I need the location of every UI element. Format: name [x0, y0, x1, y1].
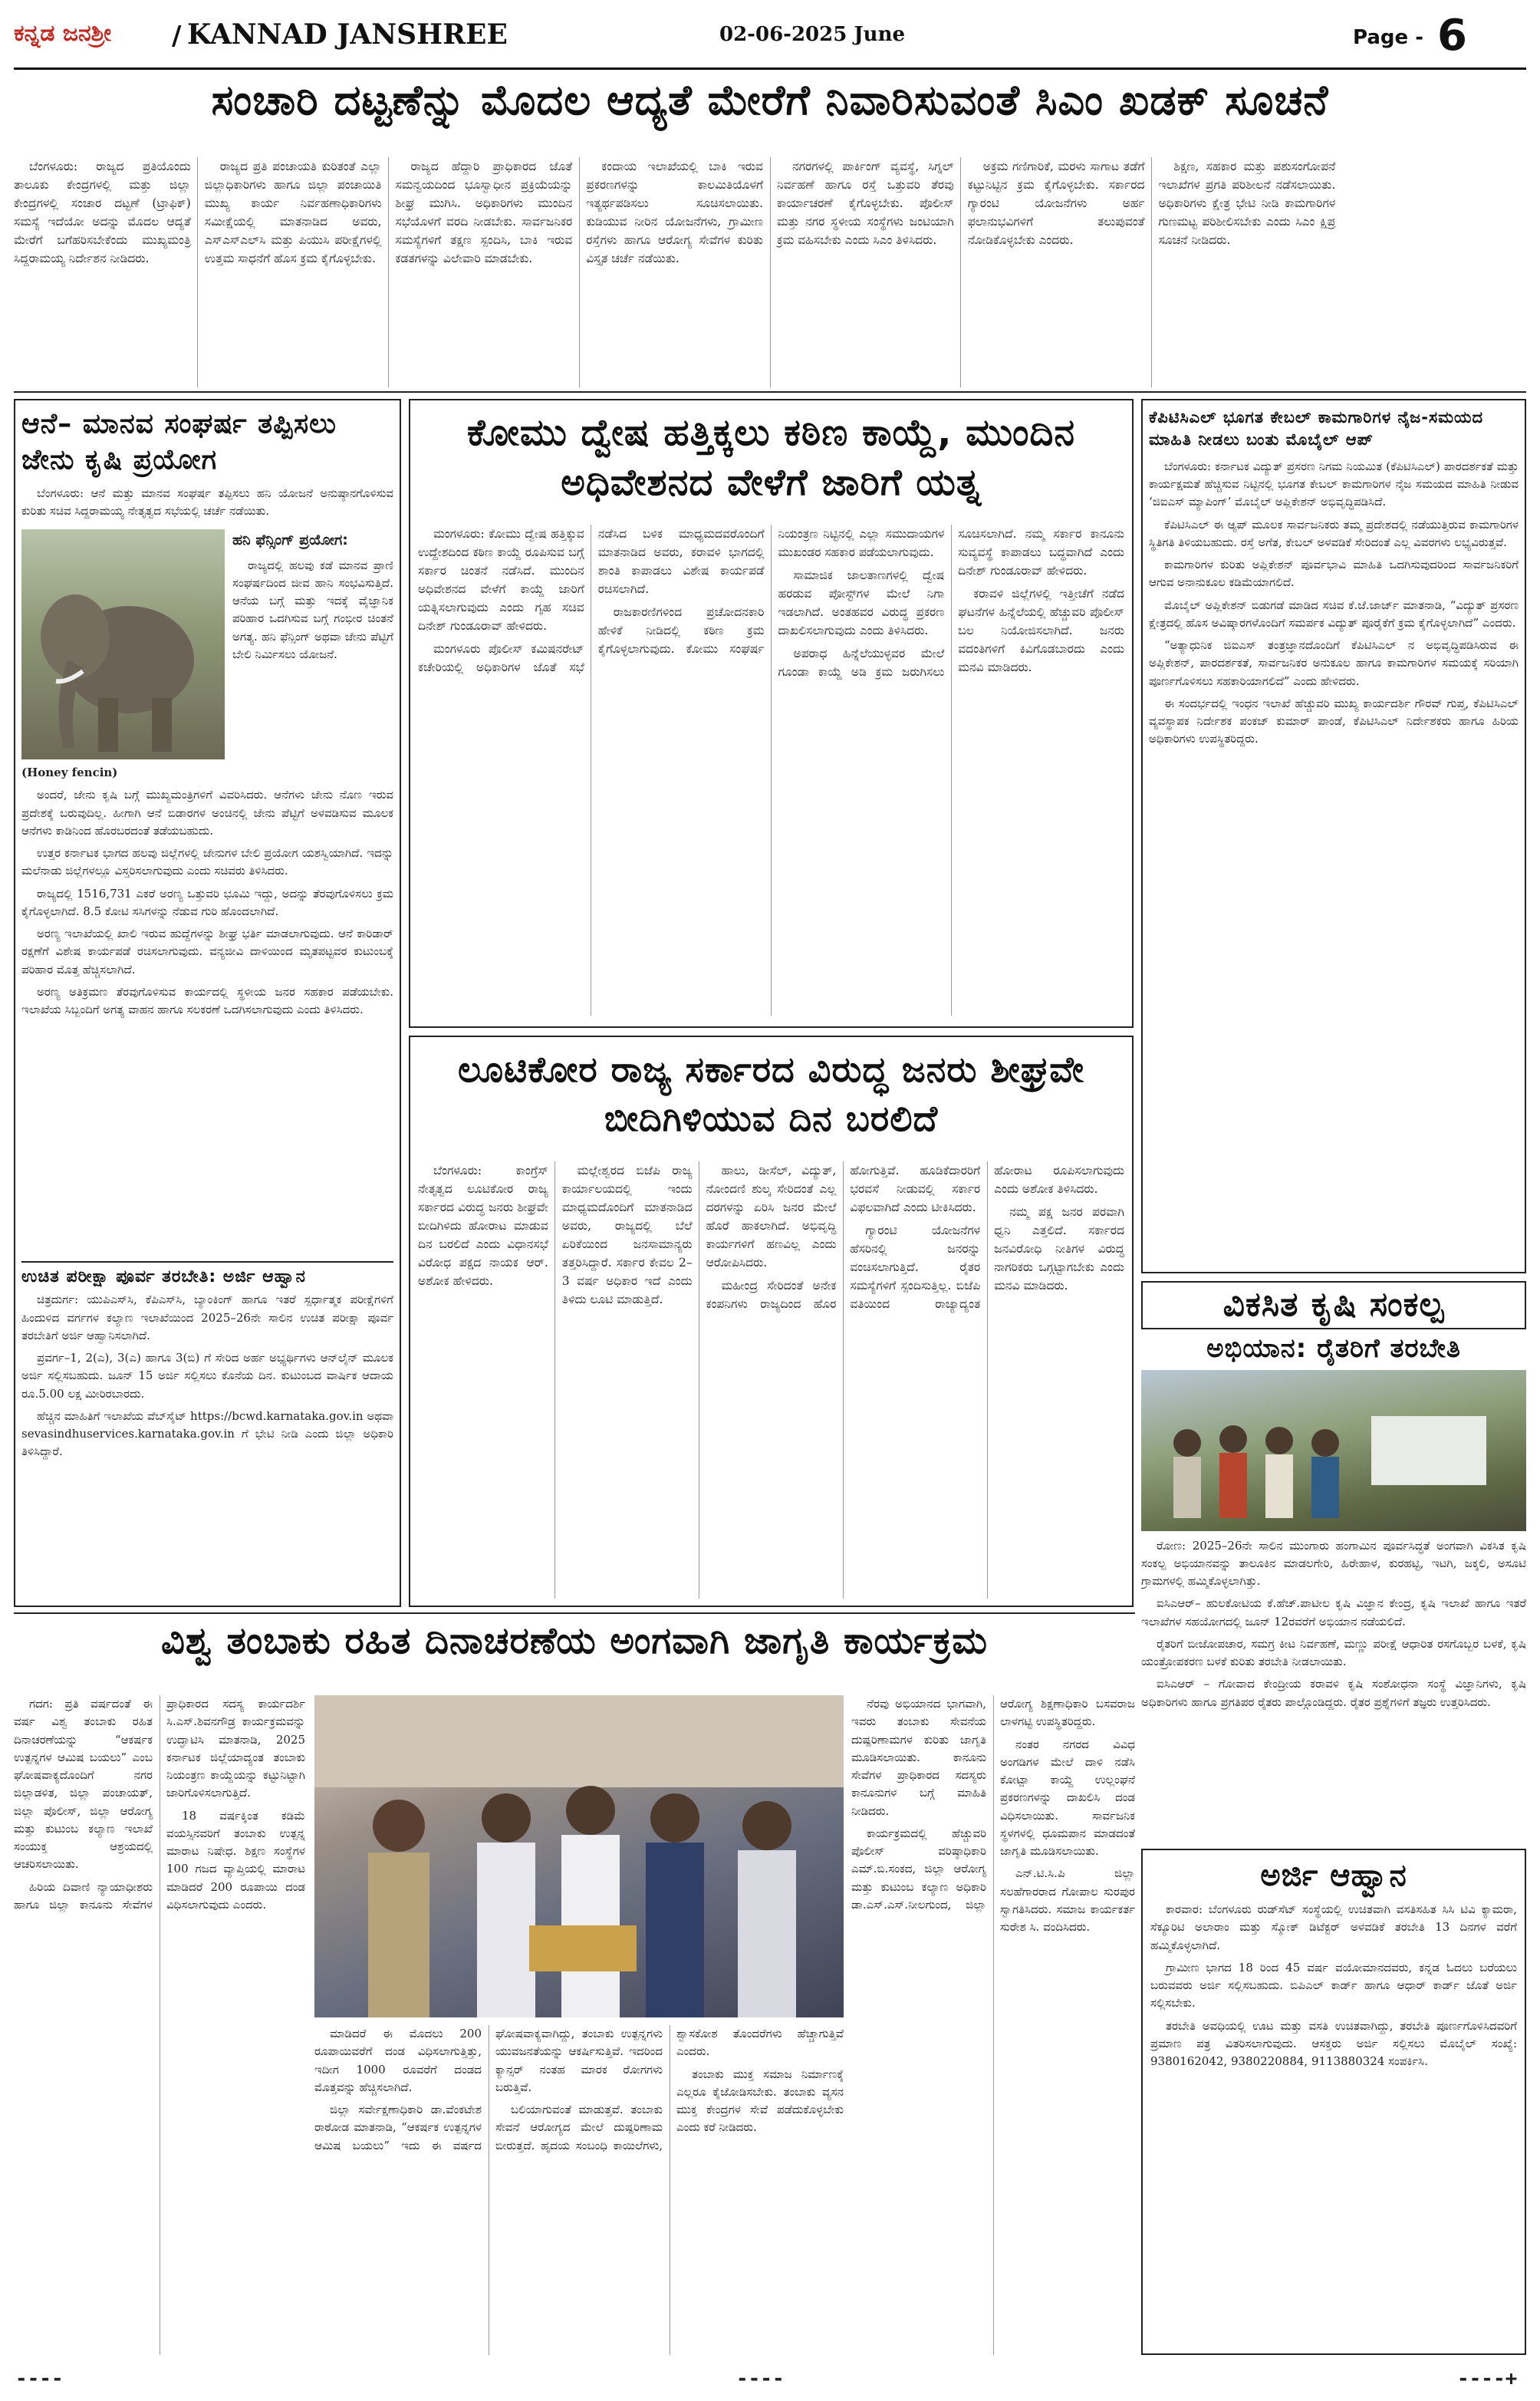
section-divider: [14, 391, 1526, 393]
coaching-paragraph: ಪ್ರವರ್ಗ–1, 2(ಎ), 3(ಎ) ಹಾಗೂ 3(ಬಿ) ಗೆ ಸೇರಿದ ಅರ್ಹ ಅಭ್ಯರ್ಥಿಗಳು ಆನ್‌ಲೈನ್ ಮೂಲಕ ಅರ್ಜಿ ಸಲ್ಲಿಸಬಹುದು. ಜೂನ್ 15 ಅರ್ಜಿ ಸಲ್ಲಿಸಲು ಕೊನೆಯ ದಿನ. ಕುಟುಂಬದ ವಾರ್ಷಿಕ ಆದಾಯ ರೂ.5.00 ಲಕ್ಷ ಮೀರಿರಬಾರದು.: [21, 1351, 393, 1401]
cabling-paragraph: ಕೆಪಿಟಿಸಿಎಲ್ ಈ ಆ್ಯಪ್ ಮೂಲಕ ಸಾರ್ವಜನಿಕರು ತಮ್ಮ ಪ್ರದೇಶದಲ್ಲಿ ನಡೆಯುತ್ತಿರುವ ಕಾಮಗಾರಿಗಳ ಸ್ಥಿತಿಗತಿ ತಿಳಿಯಬಹುದು. ರಸ್ತೆ ಅಗೆತ, ಕೇಬಲ್ ಅಳವಡಿಕೆ ಸೇರಿದಂತೆ ಎಲ್ಲ ವಿವರಗಳು ಲಭ್ಯವಿರುತ್ತವೆ.: [1149, 517, 1519, 549]
arji-article: [1141, 1849, 1526, 2355]
elephant-paragraph: ಅರಣ್ಯ ಅತಿಕ್ರಮಣ ತೆರವುಗೊಳಿಸುವ ಕಾರ್ಯದಲ್ಲಿ ಸ್ಥಳೀಯ ಜನರ ಸಹಕಾರ ಪಡೆಯಬೇಕು. ಇಲಾಖೆಯ ಸಿಬ್ಬಂದಿಗೆ ಅಗತ್ಯ ವಾಹನ ಹಾಗೂ ಸಲಕರಣೆ ಒದಗಿಸಲಾಗುವುದು ಎಂದು ತಿಳಿಸಿದರು.: [21, 984, 393, 1017]
elephant-article: [14, 399, 401, 1607]
cabling-paragraph: ಈ ಸಂದರ್ಭದಲ್ಲಿ ಇಂಧನ ಇಲಾಖೆ ಹೆಚ್ಚುವರಿ ಮುಖ್ಯ ಕಾರ್ಯದರ್ಶಿ ಗೌರವ್ ಗುಪ್ತ, ಕೆಪಿಟಿಸಿಎಲ್ ವ್ಯವಸ್ಥಾಪಕ ನಿರ್ದೇಶಕ ಪಂಕಜ್ ಕುಮಾರ್ ಪಾಂಡೆ, ಕೆಪಿಟಿಸಿಎಲ್ ನಿರ್ದೇಶಕರು ಹಾಗೂ ಹಿರಿಯ ಅಧಿಕಾರಿಗಳು ಉಪಸ್ಥಿತರಿದ್ದರು.: [1149, 696, 1519, 746]
masthead-logo: ಕನ್ನಡ ಜನಶ್ರೀ: [14, 20, 112, 47]
arji-paragraph: ಗ್ರಾಮೀಣ ಭಾಗದ 18 ರಿಂದ 45 ವರ್ಷ ವಯೋಮಾನದವರು, ಕನ್ನಡ ಓದಲು ಬರೆಯಲು ಬರುವವರು ಅರ್ಜಿ ಸಲ್ಲಿಸಬಹುದು. ಬಿಪಿಎಲ್ ಕಾರ್ಡ್ ಹಾಗೂ ಆಧಾರ್ ಕಾರ್ಡ್ ಜೊತೆ ಅರ್ಜಿ ಸಲ್ಲಿಸಬೇಕು.: [1150, 1960, 1517, 2011]
krishi-paragraph: ಐಸಿಎಆರ್– ಹುಲಕೋಟಿಯ ಕೆ.ಹೆಚ್.ಪಾಟೀಲ ಕೃಷಿ ವಿಜ್ಞಾನ ಕೇಂದ್ರ, ಕೃಷಿ ಇಲಾಖೆ ಹಾಗೂ ಇತರೆ ಇಲಾಖೆಗಳ ಸಹಯೋಗದಲ್ಲಿ ಜೂನ್ 12ರವರೆಗೆ ಅಭಿಯಾನ ನಡೆಯಲಿದೆ.: [1141, 1596, 1526, 1629]
lead-paragraph: ನಗರಗಳಲ್ಲಿ ಪಾರ್ಕಿಂಗ್ ವ್ಯವಸ್ಥೆ, ಸಿಗ್ನಲ್ ನಿರ್ವಹಣೆ ಹಾಗೂ ರಸ್ತೆ ಒತ್ತುವರಿ ತೆರವು ಕಾರ್ಯಾಚರಣೆ ಕೈಗೊಳ್ಳಬೇಕು. ಪೊಲೀಸ್ ಮತ್ತು ನಗರ ಸ್ಥಳೀಯ ಸಂಸ್ಥೆಗಳು ಜಂಟಿಯಾಗಿ ಕ್ರಮ ವಹಿಸಬೇಕು ಎಂದು ಸಿಎಂ ತಿಳಿಸಿದರು.: [777, 160, 954, 248]
communal-paragraph: ಕರಾವಳಿ ಜಿಲ್ಲೆಗಳಲ್ಲಿ ಇತ್ತೀಚೆಗೆ ನಡೆದ ಘಟನೆಗಳ ಹಿನ್ನೆಲೆಯಲ್ಲಿ ಹೆಚ್ಚುವರಿ ಪೊಲೀಸ್ ಬಲ ನಿಯೋಜಿಸಲಾಗಿದೆ. ಜನರು ವದಂತಿಗಳಿಗೆ ಕಿವಿಗೊಡಬಾರದು ಎಂದು ಮನವಿ ಮಾಡಿದರು.: [958, 587, 1124, 675]
cabling-article: [1141, 399, 1526, 1273]
tobacco-right-body: [851, 1695, 1135, 2355]
coaching-subsection-body: [21, 1291, 393, 1567]
lead-paragraph: ಕಂದಾಯ ಇಲಾಖೆಯಲ್ಲಿ ಬಾಕಿ ಇರುವ ಪ್ರಕರಣಗಳನ್ನು ಕಾಲಮಿತಿಯೊಳಗೆ ಇತ್ಯರ್ಥಪಡಿಸಲು ಸೂಚಿಸಲಾಯಿತು. ಕುಡಿಯುವ ನೀರಿನ ಯೋಜನೆಗಳು, ಗ್ರಾಮೀಣ ರಸ್ತೆಗಳು ಹಾಗೂ ಆರೋಗ್ಯ ಸೇವೆಗಳ ಕುರಿತು ವಿಸ್ತೃತ ಚರ್ಚೆ ನಡೆಯಿತು.: [586, 160, 763, 266]
lead-paragraph: ಶಿಕ್ಷಣ, ಸಹಕಾರ ಮತ್ತು ಪಶುಸಂಗೋಪನೆ ಇಲಾಖೆಗಳ ಪ್ರಗತಿ ಪರಿಶೀಲನೆ ನಡೆಸಲಾಯಿತು. ಅಧಿಕಾರಿಗಳು ಕ್ಷೇತ್ರ ಭೇಟಿ ನೀಡಿ ಕಾಮಗಾರಿಗಳ ಗುಣಮಟ್ಟ ಪರಿಶೀಲಿಸಬೇಕು ಎಂದು ಸಿಎಂ ಕ್ಷಿಪ್ರ ಸೂಚನೆ ನೀಡಿದರು.: [1158, 160, 1336, 248]
tobacco-paragraph: ನಂತರ ನಗರದ ವಿವಿಧ ಅಂಗಡಿಗಳ ಮೇಲೆ ದಾಳಿ ನಡೆಸಿ ಕೋಟ್ಪಾ ಕಾಯ್ದೆ ಉಲ್ಲಂಘನೆ ಪ್ರಕರಣಗಳನ್ನು ದಾಖಲಿಸಿ ದಂಡ ವಿಧಿಸಲಾಯಿತು. ಸಾರ್ವಜನಿಕ ಸ್ಥಳಗಳಲ್ಲಿ ಧೂಮಪಾನ ಮಾಡದಂತೆ ಜಾಗೃತಿ ಮೂಡಿಸಲಾಯಿತು.: [1000, 1737, 1135, 1858]
ceremony-group-icon: [314, 1695, 844, 2017]
footer-left-mark: ----: [15, 2367, 64, 2390]
cabling-body: [1149, 458, 1519, 1248]
elephant-paragraph: ರಾಜ್ಯದಲ್ಲಿ 1516,731 ಎಕರೆ ಅರಣ್ಯ ಒತ್ತುವರಿ ಭೂಮಿ ಇದ್ದು, ಅದನ್ನು ತೆರವುಗೊಳಿಸಲು ಕ್ರಮ ಕೈಗೊಳ್ಳಲಾಗಿದೆ. 8.5 ಕೋಟಿ ಸಸಿಗಳನ್ನು ನೆಡುವ ಗುರಿ ಹೊಂದಲಾಗಿದೆ.: [21, 886, 393, 918]
coaching-paragraph: ಹೆಚ್ಚಿನ ಮಾಹಿತಿಗೆ ಇಲಾಖೆಯ ವೆಬ್‌ಸೈಟ್ https://bcwd.karnataka.gov.in ಅಥವಾ sevasindhuservices.karnataka.gov.in ಗೆ ಭೇಟಿ ನೀಡಿ ಎಂದು ಜಿಲ್ಲಾ ಅಧಿಕಾರಿ ತಿಳಿಸಿದ್ದಾರೆ.: [21, 1408, 393, 1459]
section-divider: [14, 1612, 1135, 1614]
arji-headline: ಅರ್ಜಿ ಆಹ್ವಾನ: [1260, 1858, 1407, 1893]
elephant-paragraph: ಉತ್ತರ ಕರ್ನಾಟಕ ಭಾಗದ ಹಲವು ಜಿಲ್ಲೆಗಳಲ್ಲಿ ಜೇನುಗಳ ಬೇಲಿ ಪ್ರಯೋಗ ಯಶಸ್ವಿಯಾಗಿದೆ. ಇದನ್ನು ಮಲೆನಾಡು ಜಿಲ್ಲೆಗಳಲ್ಲೂ ವಿಸ್ತರಿಸಲಾಗುವುದು ಎಂದು ಸಚಿವರು ತಿಳಿಸಿದರು.: [21, 846, 393, 878]
honey-fencing-text: ರಾಜ್ಯದಲ್ಲಿ ಹಲವು ಕಡೆ ಮಾನವ ಪ್ರಾಣಿ ಸಂಘರ್ಷದಿಂದ ಜೀವ ಹಾನಿ ಸಂಭವಿಸುತ್ತಿದೆ. ಆನೆಯ ಬಗ್ಗೆ ಮತ್ತು ಇದಕ್ಕೆ ವೈಜ್ಞಾನಿಕ ಪರಿಹಾರ ಒದಗಿಸುವ ಬಗ್ಗೆ ಗಂಭೀರ ಚಿಂತನೆ ಅಗತ್ಯ. ಹನಿ ಫೆನ್ಸಿಂಗ್ ಅಥವಾ ಜೇನು ಪೆಟ್ಟಿಗೆ ಬೇಲಿ ನಿರ್ಮಿಸಲು ಯೋಜನೆ.: [232, 558, 393, 661]
looting-paragraph: ನಮ್ಮ ಪಕ್ಷ ಜನರ ಪರವಾಗಿ ಧ್ವನಿ ಎತ್ತಲಿದೆ. ಸರ್ಕಾರದ ಜನವಿರೋಧಿ ನೀತಿಗಳ ವಿರುದ್ಧ ನಾಗರಿಕರು ಒಗ್ಗಟ್ಟಾಗಬೇಕು ಎಂದು ಮನವಿ ಮಾಡಿದರು.: [994, 1205, 1124, 1293]
coaching-subsection: [21, 1261, 393, 1567]
honey-fencing-sidebar: [232, 529, 393, 759]
communal-body: [418, 525, 1124, 1016]
page-label: Page -: [1353, 26, 1423, 49]
elephant-body: [21, 764, 393, 1255]
coaching-subsection-title: ಉಚಿತ ಪರೀಕ್ಷಾ ಪೂರ್ವ ತರಬೇತಿ: ಅರ್ಜಿ ಆಹ್ವಾನ: [21, 1267, 306, 1287]
masthead: [14, 11, 1526, 64]
elephant-photo: [21, 529, 225, 759]
lead-paragraph: ಬೆಂಗಳೂರು: ರಾಜ್ಯದ ಪ್ರತಿಯೊಂದು ತಾಲೂಕು ಕೇಂದ್ರಗಳಲ್ಲಿ ಮತ್ತು ಜಿಲ್ಲಾ ಕೇಂದ್ರಗಳಲ್ಲಿ ಸಂಚಾರ ದಟ್ಟಣೆ (ಟ್ರಾಫಿಕ್) ಸಮಸ್ಯೆ ಇದೆಯೋ ಅದನ್ನು ಮೊದಲ ಆದ್ಯತೆ ಮೇರೆಗೆ ಬಗೆಹರಿಸಬೇಕೆಂದು ಮುಖ್ಯಮಂತ್ರಿ ಸಿದ್ದರಾಮಯ್ಯ ನಿರ್ದೇಶನ ನೀಡಿದರು.: [14, 160, 191, 266]
elephant-headline: ಆನೆ– ಮಾನವ ಸಂಘರ್ಷ ತಪ್ಪಿಸಲು ಜೇನು ಕೃಷಿ ಪ್ರಯೋಗ: [21, 408, 337, 476]
cabling-paragraph: ಬೆಂಗಳೂರು: ಕರ್ನಾಟಕ ವಿದ್ಯುತ್ ಪ್ರಸರಣ ನಿಗಮ ನಿಯಮಿತ (ಕೆಪಿಟಿಸಿಎಲ್) ಪಾರದರ್ಶಕತೆ ಮತ್ತು ಕಾರ್ಯಕ್ಷಮತೆ ಹೆಚ್ಚಿಸುವ ನಿಟ್ಟಿನಲ್ಲಿ ಭೂಗತ ಕೇಬಲ್ ಕಾಮಗಾರಿಗಳ ನೈಜ ಸಮಯದ ಮಾಹಿತಿ ನೀಡುವ ‘ಜಿಐಎಸ್ ಮ್ಯಾಪಿಂಗ್’ ಮೊಬೈಲ್ ಅಪ್ಲಿಕೇಶನ್ ಅಭಿವೃದ್ಧಿಪಡಿಸಿದೆ.: [1149, 459, 1519, 509]
elephant-paragraph: ಅಂದರೆ, ಜೇನು ಕೃಷಿ ಬಗ್ಗೆ ಮುಖ್ಯಮಂತ್ರಿಗಳಿಗೆ ವಿವರಿಸಿದರು. ಆನೆಗಳು ಜೇನು ನೊಣ ಇರುವ ಪ್ರದೇಶಕ್ಕೆ ಬರುವುದಿಲ್ಲ. ಹೀಗಾಗಿ ಆನೆ ಬಿಡಾರಗಳ ಅಂಚಿನಲ್ಲಿ ಜೇನು ಪೆಟ್ಟಿಗೆ ಅಳವಡಿಸುವ ಮೂಲಕ ಆನೆಗಳು ಕಾಡಿನಿಂದ ಹೊರಬರದಂತೆ ತಡೆಯಬಹುದು.: [21, 788, 393, 838]
elephant-photo-row: [21, 529, 393, 759]
looting-paragraph: ಗ್ಯಾರಂಟಿ ಯೋಜನೆಗಳ ಹೆಸರಿನಲ್ಲಿ ಜನರನ್ನು ವಂಚಿಸಲಾಗುತ್ತಿದೆ. ರೈತರ ಸಮಸ್ಯೆಗಳಿಗೆ ಸ್ಪಂದಿಸುತ್ತಿಲ್ಲ. ಬಿಜೆಪಿ ವತಿಯಿಂದ ರಾಜ್ಯಾದ್ಯಂತ ಹೋರಾಟ ರೂಪಿಸಲಾಗುವುದು ಎಂದು ಅಶೋಕ ತಿಳಿಸಿದರು.: [850, 1164, 1124, 1312]
krishi-headline-line2: ಅಭಿಯಾನ: ರೈತರಿಗೆ ತರಬೇತಿ: [1206, 1332, 1461, 1364]
krishi-headline-line1: ವಿಕಸಿತ ಕೃಷಿ ಸಂಕಲ್ಪ: [1141, 1281, 1526, 1329]
tobacco-photo-caption: ಮಾಡಿದರೆ ಈ ಮೊದಲು 200 ರೂಪಾಯಿವರೆಗೆ ದಂಡ ವಿಧಿಸಲಾಗುತ್ತಿತ್ತು, ಇದೀಗ 1000 ರೂವರೆಗೆ ದಂಡದ ಮೊತ್ತವನ್ನು ಹೆಚ್ಚಿಸಲಾಗಿದೆ.: [314, 2027, 482, 2094]
krishi-paragraph: ಐಸಿಎಆರ್ – ಗೋವಾದ ಕೇಂದ್ರೀಯ ಕರಾವಳಿ ಕೃಷಿ ಸಂಶೋಧನಾ ಸಂಸ್ಥೆ ವಿಜ್ಞಾನಿಗಳು, ಕೃಷಿ ಅಧಿಕಾರಿಗಳು ಹಾಗೂ ಪ್ರಗತಿಪರ ರೈತರು ಪಾಲ್ಗೊಂಡಿದ್ದರು. ರೈತರ ಪ್ರಶ್ನೆಗಳಿಗೆ ತಜ್ಞರು ಉತ್ತರಿಸಿದರು.: [1141, 1677, 1526, 1709]
krishi-body: [1141, 1537, 1526, 1813]
communal-paragraph: ರಾಜಕಾರಣಿಗಳಿಂದ ಪ್ರಚೋದನಕಾರಿ ಹೇಳಿಕೆ ನೀಡಿದಲ್ಲಿ ಕಠಿಣ ಕ್ರಮ ಕೈಗೊಳ್ಳಲಾಗುವುದು. ಕೋಮು ಸಂಘರ್ಷ ನಿಯಂತ್ರಣ ನಿಟ್ಟಿನಲ್ಲಿ ಎಲ್ಲಾ ಸಮುದಾಯಗಳ ಮುಖಂಡರ ಸಹಕಾರ ಪಡೆಯಲಾಗುವುದು.: [597, 527, 945, 657]
looting-paragraph: ಹಾಲು, ಡೀಸೆಲ್, ವಿದ್ಯುತ್, ನೋಂದಣಿ ಶುಲ್ಕ ಸೇರಿದಂತೆ ಎಲ್ಲ ದರಗಳನ್ನು ಏರಿಸಿ ಜನರ ಮೇಲೆ ಹೊರೆ ಹಾಕಲಾಗಿದೆ. ಅಭಿವೃದ್ಧಿ ಕಾರ್ಯಗಳಿಗೆ ಹಣವಿಲ್ಲ ಎಂದು ಆರೋಪಿಸಿದರು.: [706, 1164, 837, 1270]
looting-paragraph: ಮಲ್ಲೇಶ್ವರದ ಬಿಜೆಪಿ ರಾಜ್ಯ ಕಾರ್ಯಾಲಯದಲ್ಲಿ ಇಂದು ಮಾಧ್ಯಮದೊಂದಿಗೆ ಮಾತನಾಡಿದ ಅವರು, ರಾಜ್ಯದಲ್ಲಿ ಬೆಲೆ ಏರಿಕೆಯಿಂದ ಜನಸಾಮಾನ್ಯರು ತತ್ತರಿಸಿದ್ದಾರೆ. ಸರ್ಕಾರ ಕೇವಲ 2–3 ವರ್ಷ ಅಧಿಕಾರ ಇದೆ ಎಂದು ತಿಳಿದು ಲೂಟಿ ಮಾಡುತ್ತಿದೆ.: [561, 1164, 693, 1307]
communal-paragraph: ಸಾಮಾಜಿಕ ಜಾಲತಾಣಗಳಲ್ಲಿ ದ್ವೇಷ ಹರಡುವ ಪೋಸ್ಟ್‌ಗಳ ಮೇಲೆ ನಿಗಾ ಇಡಲಾಗಿದೆ. ಅಂತಹವರ ವಿರುದ್ಧ ಪ್ರಕರಣ ದಾಖಲಿಸಲಾಗುವುದು ಎಂದು ತಿಳಿಸಿದರು.: [778, 568, 945, 638]
lead-paragraph: ಅಕ್ರಮ ಗಣಿಗಾರಿಕೆ, ಮರಳು ಸಾಗಾಟ ತಡೆಗೆ ಕಟ್ಟುನಿಟ್ಟಿನ ಕ್ರಮ ಕೈಗೊಳ್ಳಬೇಕು. ಸರ್ಕಾರದ ಗ್ಯಾರಂಟಿ ಯೋಜನೆಗಳು ಅರ್ಹ ಫಲಾನುಭವಿಗಳಿಗೆ ತಲುಪುವಂತೆ ನೋಡಿಕೊಳ್ಳಬೇಕು ಎಂದರು.: [967, 160, 1145, 248]
page-number: 6: [1437, 11, 1467, 61]
tobacco-paragraph: ಎನ್.ಟಿ.ಸಿ.ಪಿ ಜಿಲ್ಲಾ ಸಲಹೆಗಾರರಾದ ಗೋಪಾಲ ಸುರಪುರ ಸ್ವಾಗತಿಸಿದರು. ಸಮಾಜ ಕಾರ್ಯಕರ್ತ ಸುರೇಶ ಸಿ. ವಂದಿಸಿದರು.: [1000, 1866, 1135, 1934]
lead-body: [14, 157, 1526, 387]
tobacco-paragraph: ಜಿಲ್ಲಾ ಸರ್ವೇಕ್ಷಣಾಧಿಕಾರಿ ಡಾ.ವೆಂಕಟೇಶ ರಾಠೋಡ ಮಾತನಾಡಿ, “ಆಕರ್ಷಕ ಉತ್ಪನ್ನಗಳ ಆಮಿಷ ಬಯಲು” ಇದು ಈ ವರ್ಷದ ಘೋಷವಾಕ್ಯವಾಗಿದ್ದು, ತಂಬಾಕು ಉತ್ಪನ್ನಗಳು ಯುವಜನತೆಯನ್ನು ಆಕರ್ಷಿಸುತ್ತಿವೆ. ಇದರಿಂದ ಕ್ಯಾನ್ಸರ್ ನಂತಹ ಮಾರಕ ರೋಗಗಳು ಬರುತ್ತಿವೆ.: [314, 2027, 663, 2152]
elephant-icon: [21, 529, 225, 759]
krishi-photo: [1141, 1370, 1526, 1531]
arji-paragraph: ಕಾರವಾರ: ಬೆಂಗಳೂರು ರುಡ್‌ಸೆಟ್ ಸಂಸ್ಥೆಯಲ್ಲಿ ಉಚಿತವಾಗಿ ವಸತಿಸಹಿತ ಸಿಸಿ ಟಿವಿ ಕ್ಯಾಮರಾ, ಸೆಕ್ಯೂರಿಟಿ ಅಲಾರಾಂ ಮತ್ತು ಸ್ಮೋಕ್ ಡಿಟೆಕ್ಟರ್ ಅಳವಡಿಕೆ ತರಬೇತಿ 13 ದಿನಗಳ ವರೆಗೆ ಹಮ್ಮಿಕೊಳ್ಳಲಾಗಿದೆ.: [1150, 1902, 1517, 1952]
cabling-paragraph: “ಅತ್ಯಾಧುನಿಕ ಜಿಐಎಸ್ ತಂತ್ರಜ್ಞಾನದೊಂದಿಗೆ ಕೆಪಿಟಿಸಿಎಲ್ ನ ಅಭಿವೃದ್ಧಿಪಡಿಸಿರುವ ಈ ಅಪ್ಲಿಕೇಶನ್, ಪಾರದರ್ಶಕತೆ, ಸಾರ್ವಜನಿಕರ ಅನುಕೂಲ ಹಾಗೂ ಕಾಮಗಾರಿಗಳ ಸಮಯಕ್ಕೆ ಸರಿಯಾಗಿ ಪೂರ್ಣಗೊಳಿಸಲು ಸಹಕಾರಿಯಾಗಲಿದೆ” ಎಂದು ಹೇಳಿದರು.: [1149, 638, 1519, 688]
arji-body: [1150, 1901, 1517, 2330]
tobacco-mid-body: [314, 2025, 844, 2355]
krishi-article: [1141, 1281, 1526, 1841]
arji-paragraph: ತರಬೇತಿ ಅವಧಿಯಲ್ಲಿ ಊಟ ಮತ್ತು ವಸತಿ ಉಚಿತವಾಗಿದ್ದು, ತರಬೇತಿ ಪೂರ್ಣಗೊಳಿಸಿದವರಿಗೆ ಪ್ರಮಾಣ ಪತ್ರ ವಿತರಿಸಲಾಗುವುದು. ಆಸಕ್ತರು ಅರ್ಜಿ ಸಲ್ಲಿಸಲು ಮೊಬೈಲ್ ಸಂಖ್ಯೆ: 9380162042, 9380220884, 9113880324 ಸಂಪರ್ಕಿಸಿ.: [1150, 2018, 1517, 2068]
looting-body: [418, 1161, 1124, 1599]
elephant-paragraph: ಅರಣ್ಯ ಇಲಾಖೆಯಲ್ಲಿ ಖಾಲಿ ಇರುವ ಹುದ್ದೆಗಳನ್ನು ಶೀಘ್ರ ಭರ್ತಿ ಮಾಡಲಾಗುವುದು. ಆನೆ ಕಾರಿಡಾರ್ ರಕ್ಷಣೆಗೆ ವಿಶೇಷ ಕಾರ್ಯಪಡೆ ರಚಿಸಲಾಗುವುದು. ವನ್ಯಜೀವಿ ದಾಳಿಯಿಂದ ಮೃತಪಟ್ಟವರ ಕುಟುಂಬಕ್ಕೆ ಪರಿಹಾರ ಮೊತ್ತ ಹೆಚ್ಚಿಸಲಾಗಿದೆ.: [21, 927, 393, 977]
tobacco-paragraph: ತಂಬಾಕು ಮುಕ್ತ ಸಮಾಜ ನಿರ್ಮಾಣಕ್ಕೆ ಎಲ್ಲರೂ ಕೈಜೋಡಿಸಬೇಕು. ತಂಬಾಕು ವ್ಯಸನ ಮುಕ್ತ ಕೇಂದ್ರಗಳ ಸೇವೆ ಪಡೆದುಕೊಳ್ಳಬೇಕು ಎಂದು ಕರೆ ನೀಡಿದರು.: [676, 2067, 844, 2135]
tobacco-left-body: [14, 1695, 305, 2355]
lead-paragraph: ರಾಜ್ಯದ ಪ್ರತಿ ಪಂಚಾಯತಿ ಕುರಿತಂತೆ ಎಲ್ಲಾ ಜಿಲ್ಲಾಧಿಕಾರಿಗಳು ಹಾಗೂ ಜಿಲ್ಲಾ ಪಂಚಾಯಿತಿ ಮುಖ್ಯ ಕಾರ್ಯ ನಿರ್ವಹಣಾಧಿಕಾರಿಗಳು ಸಮೀಕ್ಷೆಯಲ್ಲಿ ಮಾತನಾಡಿದ ಅವರು, ಎಸ್‌ಎಸ್‌ಎಲ್‌ಸಿ ಮತ್ತು ಪಿಯುಸಿ ಪರೀಕ್ಷೆಗಳಲ್ಲಿ ಉತ್ತಮ ಸಾಧನೆಗೆ ಹೊಸ ಕ್ರಮ ಕೈಗೊಳ್ಳಬೇಕು.: [204, 160, 382, 266]
masthead-date: 02-06-2025 June: [719, 23, 906, 46]
tobacco-paragraph: 18 ವರ್ಷಕ್ಕಿಂತ ಕಡಿಮೆ ವಯಸ್ಸಿನವರಿಗೆ ತಂಬಾಕು ಉತ್ಪನ್ನ ಮಾರಾಟ ನಿಷೇಧ. ಶಿಕ್ಷಣ ಸಂಸ್ಥೆಗಳ 100 ಗಜದ ವ್ಯಾಪ್ತಿಯಲ್ಲಿ ಮಾರಾಟ ಮಾಡಿದರೆ 200 ರೂಪಾಯಿ ದಂಡ ವಿಧಿಸಲಾಗುವುದು ಎಂದರು.: [166, 1808, 305, 1912]
coaching-paragraph: ಚಿತ್ರದುರ್ಗ: ಯುಪಿಎಸ್‌ಸಿ, ಕೆಪಿಎಸ್‌ಸಿ, ಬ್ಯಾಂಕಿಂಗ್ ಹಾಗೂ ಇತರೆ ಸ್ಪರ್ಧಾತ್ಮಕ ಪರೀಕ್ಷೆಗಳಿಗೆ ಹಿಂದುಳಿದ ವರ್ಗಗಳ ಕಲ್ಯಾಣ ಇಲಾಖೆಯಿಂದ 2025–26ನೇ ಸಾಲಿನ ಉಚಿತ ಪರೀಕ್ಷಾ ಪೂರ್ವ ತರಬೇತಿಗೆ ಅರ್ಜಿ ಆಹ್ವಾನಿಸಲಾಗಿದೆ.: [21, 1293, 393, 1342]
cabling-paragraph: ಕಾಮಗಾರಿಗಳ ಕುರಿತು ಅಪ್ಲಿಕೇಶನ್ ಪೂರ್ವಭಾವಿ ಮಾಹಿತಿ ಒದಗಿಸುವುದರಿಂದ ಸಾರ್ವಜನಿಕರಿಗೆ ಆಗುವ ಅನಾನುಕೂಲ ಕಡಿಮೆಯಾಗಲಿದೆ.: [1149, 558, 1519, 590]
elephant-intro-text: ಬೆಂಗಳೂರು: ಆನೆ ಮತ್ತು ಮಾನವ ಸಂಘರ್ಷ ತಪ್ಪಿಸಲು ಹನಿ ಯೋಜನೆ ಅನುಷ್ಠಾನಗೊಳಿಸುವ ಕುರಿತು ಸಚಿವ ಸಿದ್ದರಾಮಯ್ಯ ನೇತೃತ್ವದ ಸಭೆಯಲ್ಲಿ ಚರ್ಚೆ ನಡೆಯಿತು.: [21, 486, 393, 518]
looting-paragraph: ಮಹೀಂದ್ರ ಸೇರಿದಂತೆ ಅನೇಕ ಕಂಪನಿಗಳು ರಾಜ್ಯದಿಂದ ಹೊರ ಹೋಗುತ್ತಿವೆ. ಹೂಡಿಕೆದಾರರಿಗೆ ಭರವಸೆ ನೀಡುವಲ್ಲಿ ಸರ್ಕಾರ ವಿಫಲವಾಗಿದೆ ಎಂದು ಟೀಕಿಸಿದರು.: [706, 1164, 981, 1312]
looting-article: [409, 1036, 1134, 1607]
honey-fencing-caption: (Honey fencin): [21, 766, 118, 780]
communal-paragraph: ಮಂಗಳೂರು: ಕೋಮು ದ್ವೇಷ ಹತ್ತಿಕ್ಕುವ ಉದ್ದೇಶದಿಂದ ಕಠಿಣ ಕಾಯ್ದೆ ರೂಪಿಸುವ ಬಗ್ಗೆ ಸರ್ಕಾರ ಚಿಂತನೆ ನಡೆಸಿದೆ. ಮುಂದಿನ ಅಧಿವೇಶನದ ವೇಳೆಗೆ ಕಾಯ್ದೆ ಜಾರಿಗೆ ಯತ್ನಿಸಲಾಗುವುದು ಎಂದು ಗೃಹ ಸಚಿವ ದಿನೇಶ್ ಗುಂಡೂರಾವ್ ಹೇಳಿದರು.: [418, 527, 584, 634]
tobacco-paragraph: ಹಿರಿಯ ದಿವಾಣಿ ನ್ಯಾಯಾಧೀಶರು ಹಾಗೂ ಜಿಲ್ಲಾ ಕಾನೂನು ಸೇವೆಗಳ ಪ್ರಾಧಿಕಾರದ ಸದಸ್ಯ ಕಾರ್ಯದರ್ಶಿ ಸಿ.ಎಸ್.ಶಿವನಗೌಡ್ರ ಕಾರ್ಯಕ್ರಮವನ್ನು ಉದ್ಘಾಟಿಸಿ ಮಾತನಾಡಿ, 2025 ಕರ್ನಾಟಕ ಜಿಲ್ಲೆಯಾದ್ಯಂತ ತಂಬಾಕು ನಿಯಂತ್ರಣ ಕಾಯ್ದೆಯನ್ನು ಕಟ್ಟುನಿಟ್ಟಾಗಿ ಜಾರಿಗೊಳಿಸಲಾಗುತ್ತಿದೆ.: [14, 1697, 305, 1912]
masthead-name: KANNAD JANSHREE: [187, 18, 508, 51]
masthead-rule: [14, 68, 1526, 70]
tobacco-paragraph: ಬಲಿಯಾಗುವಂತೆ ಮಾಡುತ್ತವೆ. ತಂಬಾಕು ಸೇವನೆ ಆರೋಗ್ಯದ ಮೇಲೆ ದುಷ್ಪರಿಣಾಮ ಬೀರುತ್ತದೆ. ಹೃದಯ ಸಂಬಂಧಿ ಕಾಯಿಲೆಗಳು, ಶ್ವಾಸಕೋಶ ತೊಂದರೆಗಳು ಹೆಚ್ಚಾಗುತ್ತಿವೆ ಎಂದರು.: [495, 2027, 844, 2152]
communal-paragraph: ಮಂಗಳೂರು ಪೊಲೀಸ್ ಕಮಿಷನರೇಟ್ ಕಚೇರಿಯಲ್ಲಿ ಅಧಿಕಾರಿಗಳ ಜೊತೆ ಸಭೆ ನಡೆಸಿದ ಬಳಿಕ ಮಾಧ್ಯಮದವರೊಂದಿಗೆ ಮಾತನಾಡಿದ ಅವರು, ಕರಾವಳಿ ಭಾಗದಲ್ಲಿ ಶಾಂತಿ ಕಾಪಾಡಲು ವಿಶೇಷ ಕಾರ್ಯಪಡೆ ರಚಿಸಲಾಗಿದೆ.: [418, 527, 765, 675]
cabling-headline: ಕೆಪಿಟಿಸಿಎಲ್ ಭೂಗತ ಕೇಬಲ್ ಕಾಮಗಾರಿಗಳ ನೈಜ-ಸಮಯದ ಮಾಹಿತಿ ನೀಡಲು ಬಂತು ಮೊಬೈಲ್ ಆಪ್: [1149, 408, 1484, 450]
communal-paragraph: ಅಪರಾಧ ಹಿನ್ನೆಲೆಯುಳ್ಳವರ ಮೇಲೆ ಗೂಂಡಾ ಕಾಯ್ದೆ ಅಡಿ ಕ್ರಮ ಜರುಗಿಸಲು ಸೂಚಿಸಲಾಗಿದೆ. ನಮ್ಮ ಸರ್ಕಾರ ಕಾನೂನು ಸುವ್ಯವಸ್ಥೆ ಕಾಪಾಡಲು ಬದ್ಧವಾಗಿದೆ ಎಂದು ದಿನೇಶ್ ಗುಂಡೂರಾವ್ ಹೇಳಿದರು.: [778, 527, 1124, 680]
tobacco-paragraph: ಕಾರ್ಯಕ್ರಮದಲ್ಲಿ ಹೆಚ್ಚುವರಿ ಪೊಲೀಸ್ ವರಿಷ್ಠಾಧಿಕಾರಿ ಎಮ್.ಬಿ.ಸಂಕದ, ಜಿಲ್ಲಾ ಆರೋಗ್ಯ ಮತ್ತು ಕುಟುಂಬ ಕಲ್ಯಾಣ ಅಧಿಕಾರಿ ಡಾ.ಎಸ್.ಎಸ್.ನೀಲಗುಂದ, ಜಿಲ್ಲಾ ಆರೋಗ್ಯ ಶಿಕ್ಷಣಾಧಿಕಾರಿ ಬಸವರಾಜ ಲಾಳಗಟ್ಟಿ ಉಪಸ್ಥಿತರಿದ್ದರು.: [851, 1697, 1135, 1912]
krishi-paragraph: ರೈತರಿಗೆ ಬೀಜೋಪಚಾರ, ಸಮಗ್ರ ಕೀಟ ನಿರ್ವಹಣೆ, ಮಣ್ಣು ಪರೀಕ್ಷೆ ಆಧಾರಿತ ರಸಗೊಬ್ಬರ ಬಳಕೆ, ಕೃಷಿ ಯಂತ್ರೋಪಕರಣ ಬಳಕೆ ಕುರಿತು ತರಬೇತಿ ನೀಡಲಾಯಿತು.: [1141, 1636, 1526, 1669]
footer-center-mark: ----: [736, 2367, 785, 2390]
footer-right-mark: ----+: [1457, 2367, 1518, 2390]
tobacco-headline: ವಿಶ್ವ ತಂಬಾಕು ರಹಿತ ದಿನಾಚರಣೆಯ ಅಂಗವಾಗಿ ಜಾಗೃತಿ ಕಾರ್ಯಕ್ರಮ: [160, 1620, 989, 1662]
krishi-paragraph: ರೋಣ: 2025–26ನೇ ಸಾಲಿನ ಮುಂಗಾರು ಹಂಗಾಮಿನ ಪೂರ್ವಸಿದ್ಧತೆ ಅಂಗವಾಗಿ ವಿಕಸಿತ ಕೃಷಿ ಸಂಕಲ್ಪ ಅಭಿಯಾನವನ್ನು ತಾಲೂಕಿನ ಮಾಡಲಗೇರಿ, ಹಿರೇಹಾಳ, ಕುರಹಟ್ಟಿ, ಇಟಗಿ, ಜಕ್ಕಲಿ, ಅಸೂಟಿ ಗ್ರಾಮಗಳಲ್ಲಿ ಹಮ್ಮಿಕೊಳ್ಳಲಾಗಿತ್ತು.: [1141, 1538, 1526, 1589]
looting-paragraph: ಬೆಂಗಳೂರು: ಕಾಂಗ್ರೆಸ್ ನೇತೃತ್ವದ ಲೂಟಿಕೋರ ರಾಜ್ಯ ಸರ್ಕಾರದ ವಿರುದ್ಧ ಜನರು ಶೀಘ್ರವೇ ಬೀದಿಗಿಳಿದು ಹೋರಾಟ ಮಾಡುವ ದಿನ ಬರಲಿದೆ ಎಂದು ವಿಧಾನಸಭೆ ವಿರೋಧ ಪಕ್ಷದ ನಾಯಕ ಆರ್. ಅಶೋಕ ಹೇಳಿದರು.: [418, 1164, 548, 1289]
elephant-intro: [21, 485, 393, 525]
looting-headline: ಲೂಟಿಕೋರ ರಾಜ್ಯ ಸರ್ಕಾರದ ವಿರುದ್ಧ ಜನರು ಶೀಘ್ರವೇ ಬೀದಿಗಿಳಿಯುವ ದಿನ ಬರಲಿದೆ: [458, 1049, 1084, 1140]
masthead-divider: /: [172, 21, 182, 51]
communal-headline: ಕೋಮು ದ್ವೇಷ ಹತ್ತಿಕ್ಕಲು ಕಠಿಣ ಕಾಯ್ದೆ, ಮುಂದಿನ ಅಧಿವೇಶನದ ವೇಳೆಗೆ ಜಾರಿಗೆ ಯತ್ನ: [466, 411, 1076, 504]
tobacco-event-photo: [314, 1695, 844, 2017]
farmers-group-icon: [1141, 1370, 1526, 1531]
tobacco-paragraph: ನೆರವು ಅಭಿಯಾನದ ಭಾಗವಾಗಿ, ಇವರು ತಂಬಾಕು ಸೇವನೆಯ ದುಷ್ಪರಿಣಾಮಗಳ ಕುರಿತು ಜಾಗೃತಿ ಮೂಡಿಸಲಾಯಿತು. ಕಾನೂನು ಸೇವೆಗಳ ಪ್ರಾಧಿಕಾರದ ಸದಸ್ಯರು ಕಾನೂನುಗಳ ಬಗ್ಗೆ ಮಾಹಿತಿ ನೀಡಿದರು.: [851, 1697, 986, 1818]
tobacco-paragraph: ಗದಗ: ಪ್ರತಿ ವರ್ಷದಂತೆ ಈ ವರ್ಷ ವಿಶ್ವ ತಂಬಾಕು ರಹಿತ ದಿನಾಚರಣೆಯನ್ನು “ಆಕರ್ಷಕ ಉತ್ಪನ್ನಗಳ ಆಮಿಷ ಬಯಲು” ಎಂಬ ಘೋಷವಾಕ್ಯದೊಂದಿಗೆ ನಗರ ಜಿಲ್ಲಾಡಳಿತ, ಜಿಲ್ಲಾ ಪಂಚಾಯತ್, ಜಿಲ್ಲಾ ಪೊಲೀಸ್, ಜಿಲ್ಲಾ ಆರೋಗ್ಯ ಮತ್ತು ಕುಟುಂಬ ಕಲ್ಯಾಣ ಇಲಾಖೆ ಸಂಯುಕ್ತ ಆಶ್ರಯದಲ್ಲಿ ಆಚರಿಸಲಾಯಿತು.: [14, 1697, 153, 1872]
lead-headline: ಸಂಚಾರಿ ದಟ್ಟಣೆನ್ನು ಮೊದಲ ಆದ್ಯತೆ ಮೇರೆಗೆ ನಿವಾರಿಸುವಂತೆ ಸಿಎಂ ಖಡಕ್ ಸೂಚನೆ: [211, 77, 1329, 124]
lead-paragraph: ರಾಜ್ಯದ ಹೆದ್ದಾರಿ ಪ್ರಾಧಿಕಾರದ ಜೊತೆ ಸಮನ್ವಯದಿಂದ ಭೂಸ್ವಾಧೀನ ಪ್ರಕ್ರಿಯೆಯನ್ನು ಶೀಘ್ರ ಮುಗಿಸಿ. ಅಧಿಕಾರಿಗಳು ಮುಂದಿನ ಸಭೆಯೊಳಗೆ ವರದಿ ನೀಡಬೇಕು. ಸಾರ್ವಜನಿಕರ ಸಮಸ್ಯೆಗಳಿಗೆ ತಕ್ಷಣ ಸ್ಪಂದಿಸಿ, ಬಾಕಿ ಇರುವ ಕಡತಗಳನ್ನು ವಿಲೇವಾರಿ ಮಾಡಬೇಕು.: [395, 160, 573, 266]
cabling-paragraph: ಮೊಬೈಲ್ ಅಪ್ಲಿಕೇಶನ್ ಬಿಡುಗಡೆ ಮಾಡಿದ ಸಚಿವ ಕೆ.ಜೆ.ಜಾರ್ಜ್ ಮಾತನಾಡಿ, “ವಿದ್ಯುತ್ ಪ್ರಸರಣ ಕ್ಷೇತ್ರದಲ್ಲಿ ಹೊಸ ಅವಿಷ್ಕಾರಗಳೊಂದಿಗೆ ಸಮರ್ಪಕ ವಿದ್ಯುತ್ ಪೂರೈಕೆಗೆ ಕ್ರಮ ಕೈಗೊಳ್ಳಲಾಗಿದೆ” ಎಂದರು.: [1149, 598, 1519, 630]
honey-fencing-subhead: ಹನಿ ಫೆನ್ಸಿಂಗ್ ಪ್ರಯೋಗ:: [232, 532, 348, 549]
communal-article: [409, 399, 1134, 1028]
